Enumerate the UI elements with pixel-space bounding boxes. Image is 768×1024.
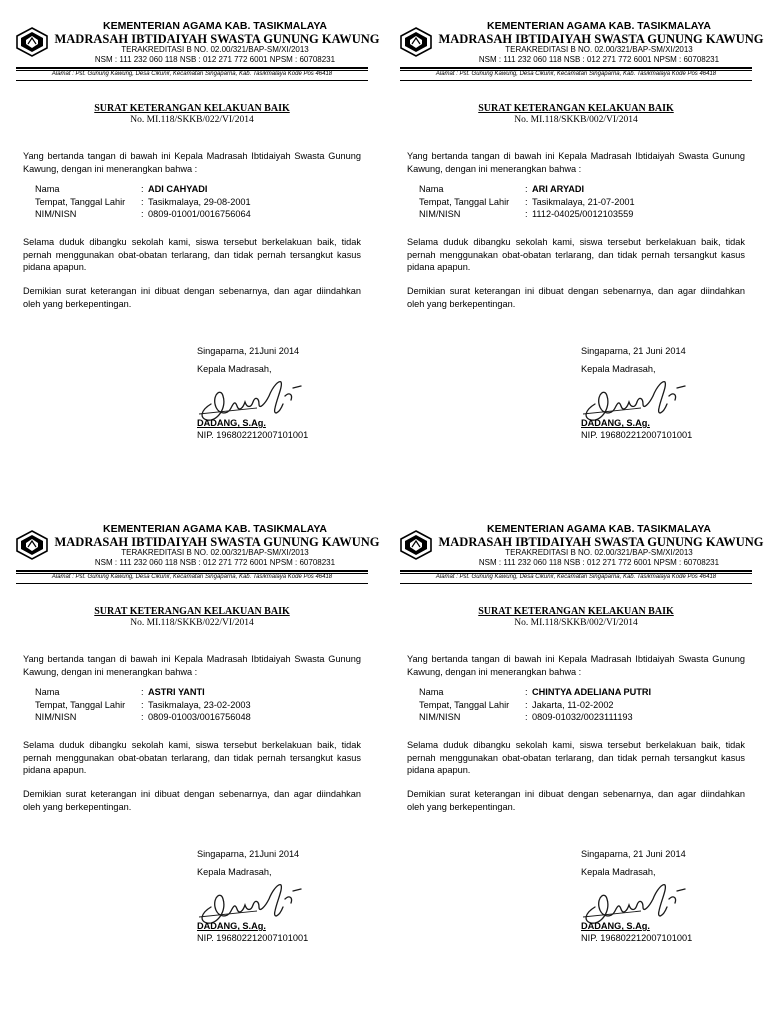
intro-paragraph: Yang bertanda tangan di bawah ini Kepala Madrasah Ibtidaiyah Swasta Gunung Kawung, dengan ini menerangkan bahwa : (23, 654, 361, 677)
signature-place-date: Singaparna, 21Juni 2014 (197, 346, 300, 356)
document-number: No. MI.118/SKKB/022/VI/2014 (130, 618, 254, 628)
school-name: MADRASAH IBTIDAIYAH SWASTA GUNUNG KAWUNG (438, 32, 764, 46)
ministry-name: KEMENTERIAN AGAMA KAB. TASIKMALAYA (102, 523, 327, 535)
field-label: Nama (419, 184, 444, 194)
field-colon: : (525, 699, 528, 710)
signatory-nip: NIP. 196802212007101001 (197, 430, 309, 440)
signature-role: Kepala Madrasah, (197, 867, 272, 877)
accreditation-line: TERAKREDITASI B NO. 02.00/321/BAP-SM/XI/2013 (121, 45, 309, 54)
field-value: ARI ARYADI (532, 184, 585, 194)
statement-paragraph: Selama duduk dibangku sekolah kami, siswa tersebut berkelakuan baik, tidak pernah menggunakan obat-obatan terlarang, dan tidak pernah tersangkut kasus pidana apapun. (407, 237, 745, 273)
school-address: Alamat : Pst. Gunung Kawung, Desa Cikunir, Kecamatan Singaparna, Kab. Tasikmalaya Kode Pos 46418 (435, 71, 717, 77)
accreditation-line: TERAKREDITASI B NO. 02.00/321/BAP-SM/XI/2013 (121, 548, 309, 557)
field-label: Tempat, Tanggal Lahir (35, 699, 126, 710)
field-label: NIM/NISN (419, 209, 461, 220)
accreditation-line: TERAKREDITASI B NO. 02.00/321/BAP-SM/XI/2013 (505, 548, 693, 557)
school-name: MADRASAH IBTIDAIYAH SWASTA GUNUNG KAWUNG (54, 535, 380, 549)
address-divider (16, 80, 368, 81)
address-divider (400, 583, 752, 584)
signatory-name: DADANG, S.Ag. (581, 418, 650, 428)
school-name: MADRASAH IBTIDAIYAH SWASTA GUNUNG KAWUNG (54, 32, 380, 46)
school-address: Alamat : Pst. Gunung Kawung, Desa Cikunir, Kecamatan Singaparna, Kab. Tasikmalaya Kode Pos 46418 (435, 574, 717, 580)
field-colon: : (141, 196, 144, 207)
field-colon: : (525, 209, 528, 220)
field-colon: : (141, 184, 144, 194)
closing-paragraph: Demikian surat keterangan ini dibuat dengan sebenarnya, dan agar diindahkan oleh yang berkepentingan. (407, 286, 745, 309)
closing-paragraph: Demikian surat keterangan ini dibuat dengan sebenarnya, dan agar diindahkan oleh yang berkepentingan. (23, 789, 361, 812)
signatory-nip: NIP. 196802212007101001 (197, 933, 309, 943)
signatory-name: DADANG, S.Ag. (581, 921, 650, 931)
intro-paragraph: Yang bertanda tangan di bawah ini Kepala Madrasah Ibtidaiyah Swasta Gunung Kawung, dengan ini menerangkan bahwa : (407, 654, 745, 677)
closing-paragraph: Demikian surat keterangan ini dibuat dengan sebenarnya, dan agar diindahkan oleh yang berkepentingan. (23, 286, 361, 309)
field-label: Tempat, Tanggal Lahir (35, 196, 126, 207)
signature-place-date: Singaparna, 21Juni 2014 (197, 849, 300, 859)
ministry-name: KEMENTERIAN AGAMA KAB. TASIKMALAYA (486, 20, 711, 32)
document-number: No. MI.118/SKKB/002/VI/2014 (514, 618, 638, 628)
field-label: NIM/NISN (419, 712, 461, 723)
ministry-emblem-icon (400, 27, 432, 57)
field-value: 1112-04025/0012103559 (532, 209, 634, 220)
field-colon: : (525, 712, 528, 723)
closing-paragraph: Demikian surat keterangan ini dibuat dengan sebenarnya, dan agar diindahkan oleh yang berkepentingan. (407, 789, 745, 812)
statement-paragraph: Selama duduk dibangku sekolah kami, siswa tersebut berkelakuan baik, tidak pernah menggunakan obat-obatan terlarang, dan tidak pernah tersangkut kasus pidana apapun. (407, 740, 745, 776)
ministry-emblem-icon (16, 27, 48, 57)
registration-numbers: NSM : 111 232 060 118 NSB : 012 271 772 6001 NPSM : 60708231 (478, 558, 720, 567)
document-title: SURAT KETERANGAN KELAKUAN BAIK (478, 103, 674, 114)
signature-role: Kepala Madrasah, (581, 364, 656, 374)
field-colon: : (141, 687, 144, 697)
document-number: No. MI.118/SKKB/022/VI/2014 (130, 115, 254, 125)
certificate-adi-cahyadi (0, 0, 384, 512)
field-label: Nama (35, 184, 60, 194)
certificate-ari-aryadi (384, 0, 768, 512)
certificate-chintya-adeliana-putri (384, 503, 768, 1015)
certificate-astri-yanti (0, 503, 384, 1015)
signatory-name: DADANG, S.Ag. (197, 418, 266, 428)
registration-numbers: NSM : 111 232 060 118 NSB : 012 271 772 6001 NPSM : 60708231 (94, 558, 336, 567)
address-divider (16, 583, 368, 584)
field-label: Tempat, Tanggal Lahir (419, 196, 510, 207)
intro-paragraph: Yang bertanda tangan di bawah ini Kepala Madrasah Ibtidaiyah Swasta Gunung Kawung, dengan ini menerangkan bahwa : (23, 151, 361, 174)
field-colon: : (525, 196, 528, 207)
document-title: SURAT KETERANGAN KELAKUAN BAIK (94, 606, 290, 617)
field-value: Tasikmalaya, 29-08-2001 (148, 196, 251, 207)
signatory-nip: NIP. 196802212007101001 (581, 933, 693, 943)
signature-place-date: Singaparna, 21 Juni 2014 (581, 849, 686, 859)
field-colon: : (141, 699, 144, 710)
field-value: CHINTYA ADELIANA PUTRI (532, 687, 652, 697)
ministry-name: KEMENTERIAN AGAMA KAB. TASIKMALAYA (102, 20, 327, 32)
signature-role: Kepala Madrasah, (581, 867, 656, 877)
signature-place-date: Singaparna, 21 Juni 2014 (581, 346, 686, 356)
field-value: 0809-01032/0023111193 (532, 712, 633, 723)
field-colon: : (141, 209, 144, 220)
registration-numbers: NSM : 111 232 060 118 NSB : 012 271 772 6001 NPSM : 60708231 (94, 55, 336, 64)
registration-numbers: NSM : 111 232 060 118 NSB : 012 271 772 6001 NPSM : 60708231 (478, 55, 720, 64)
signature-role: Kepala Madrasah, (197, 364, 272, 374)
signatory-nip: NIP. 196802212007101001 (581, 430, 693, 440)
field-label: NIM/NISN (35, 712, 77, 723)
school-address: Alamat : Pst. Gunung Kawung, Desa Cikunir, Kecamatan Singaparna, Kab. Tasikmalaya Kode Pos 46418 (51, 71, 333, 77)
school-name: MADRASAH IBTIDAIYAH SWASTA GUNUNG KAWUNG (438, 535, 764, 549)
statement-paragraph: Selama duduk dibangku sekolah kami, siswa tersebut berkelakuan baik, tidak pernah menggunakan obat-obatan terlarang, dan tidak pernah tersangkut kasus pidana apapun. (23, 740, 361, 776)
ministry-emblem-icon (16, 530, 48, 560)
field-value: Tasikmalaya, 21-07-2001 (532, 196, 635, 207)
address-divider (400, 80, 752, 81)
field-colon: : (525, 687, 528, 697)
field-colon: : (525, 184, 528, 194)
intro-paragraph: Yang bertanda tangan di bawah ini Kepala Madrasah Ibtidaiyah Swasta Gunung Kawung, dengan ini menerangkan bahwa : (407, 151, 745, 174)
document-number: No. MI.118/SKKB/002/VI/2014 (514, 115, 638, 125)
field-label: Tempat, Tanggal Lahir (419, 699, 510, 710)
document-title: SURAT KETERANGAN KELAKUAN BAIK (478, 606, 674, 617)
field-value: ADI CAHYADI (148, 184, 208, 194)
field-value: Tasikmalaya, 23-02-2003 (148, 699, 251, 710)
accreditation-line: TERAKREDITASI B NO. 02.00/321/BAP-SM/XI/2013 (505, 45, 693, 54)
field-value: Jakarta, 11-02-2002 (532, 699, 614, 710)
ministry-name: KEMENTERIAN AGAMA KAB. TASIKMALAYA (486, 523, 711, 535)
document-title: SURAT KETERANGAN KELAKUAN BAIK (94, 103, 290, 114)
field-value: ASTRI YANTI (148, 687, 205, 697)
field-label: Nama (35, 687, 60, 697)
field-label: NIM/NISN (35, 209, 77, 220)
school-address: Alamat : Pst. Gunung Kawung, Desa Cikunir, Kecamatan Singaparna, Kab. Tasikmalaya Kode Pos 46418 (51, 574, 333, 580)
signatory-name: DADANG, S.Ag. (197, 921, 266, 931)
field-colon: : (141, 712, 144, 723)
field-value: 0809-01003/0016756048 (148, 712, 251, 723)
field-label: Nama (419, 687, 444, 697)
ministry-emblem-icon (400, 530, 432, 560)
statement-paragraph: Selama duduk dibangku sekolah kami, siswa tersebut berkelakuan baik, tidak pernah menggunakan obat-obatan terlarang, dan tidak pernah tersangkut kasus pidana apapun. (23, 237, 361, 273)
field-value: 0809-01001/0016756064 (148, 209, 251, 220)
